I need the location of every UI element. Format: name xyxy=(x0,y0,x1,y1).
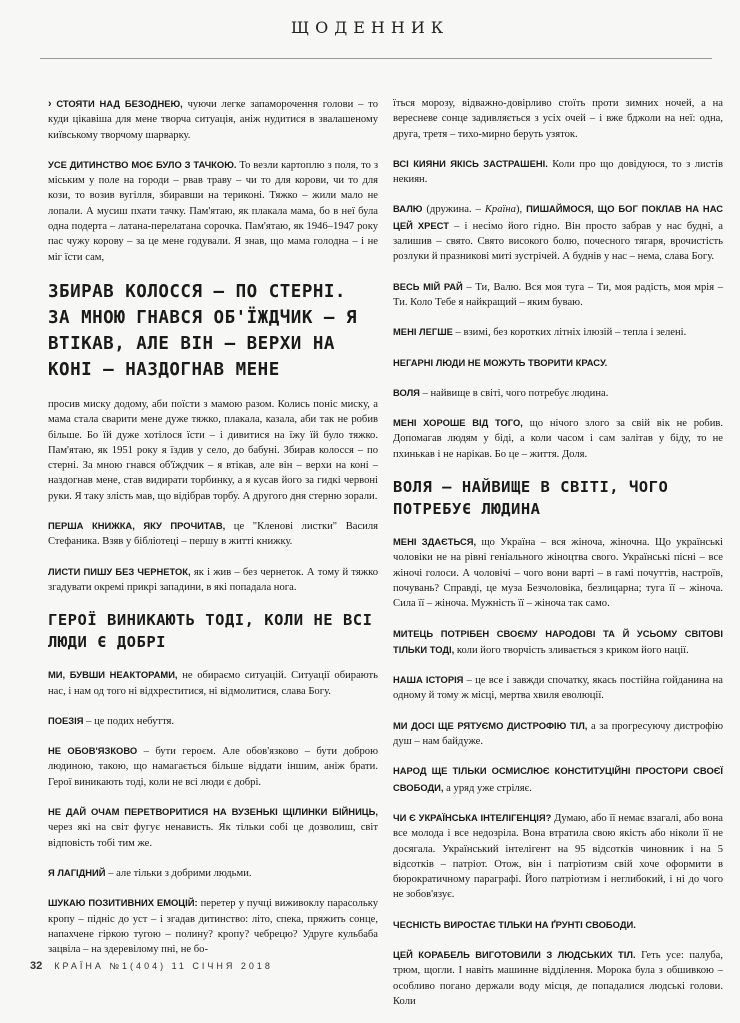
paragraph-text: що Україна – вся жіноча, жіночна. Що українські чоловіки не на рівні геніального жіноцтва свого. Українські пісні – все жіночі голоси. А чоловічі – чого вони варті – в гамі почуттів, настроїв, почувань? Справді, це муза Безчоловіка, безлицарна; туга її – жіноча. Сила її – жіноча. Мужність її – жіноча так само. xyxy=(393,537,723,610)
paragraph-text: як і жив – без чернеток. А тому й тяжко згадувати окремі прикрі западини, в які попадала нога. xyxy=(48,566,378,593)
paragraph-lead: ПОЕЗІЯ xyxy=(48,714,84,726)
pull-quote: ГЕРОЇ ВИНИКАЮТЬ ТОДІ, КОЛИ НЕ ВСІ ЛЮДИ Є ДОБРІ xyxy=(48,611,373,652)
pull-quote: ВОЛЯ – НАЙВИЩЕ В СВІТІ, ЧОГО ПОТРЕБУЄ ЛЮДИНА xyxy=(393,478,669,519)
paragraph xyxy=(393,810,723,903)
paragraph-text: а за прогресуючу дистрофію душ – нам байдуже. xyxy=(393,720,723,748)
paragraph-lead: НЕ ОБОВ'ЯЗКОВО xyxy=(48,745,138,757)
paragraph-text: їться морозу, відважно-довірливо стоїть проти зимних ночей, а на вересневе сонце задивляється з усіх очей – і вже бджоли на неї: одна, друга, третя – тихо-мирно беруть узяток. xyxy=(393,98,723,140)
paragraph-text: – це подих небуття. xyxy=(83,715,175,727)
paragraph xyxy=(393,718,723,750)
paragraph xyxy=(393,626,723,659)
paragraph-lead: ВОЛЯ xyxy=(393,386,420,398)
paragraph-text: це "Кленові листки" Василя Стефаника. Взяв у бібліотеці – першу в житті книжку. xyxy=(48,521,378,548)
page-footer xyxy=(30,960,273,972)
paragraph-lead: ЦЕЙ КОРАБЕЛЬ ВИГОТОВИЛИ З ЛЮДСЬКИХ ТІЛ. xyxy=(393,948,636,960)
paragraph xyxy=(393,201,723,264)
paragraph-lead: МИ ДОСІ ЩЕ РЯТУЄМО ДИСТРОФІЮ ТІЛ, xyxy=(393,719,588,731)
paragraph xyxy=(48,743,378,790)
paragraph xyxy=(393,763,723,796)
paragraph xyxy=(393,534,723,611)
left-column xyxy=(48,96,378,971)
header-divider xyxy=(40,58,712,59)
paragraph xyxy=(393,385,723,401)
paragraph xyxy=(48,96,378,143)
paragraph xyxy=(393,672,723,704)
paragraph-text: – Ти, Валю. Вся моя туга – Ти, моя радість, моя мрія – Ти. Коло Тебе я найкращий – яким буваю. xyxy=(393,281,723,308)
paragraph xyxy=(393,156,723,188)
paragraph xyxy=(393,947,723,1009)
paragraph-text: – взимі, без коротких літніх ілюзій – тепла і зелені. xyxy=(452,327,687,339)
paragraph-lead: МИ, БУВШИ НЕАКТОРАМИ, xyxy=(48,669,178,681)
paragraph-lead: СТОЯТИ НАД БЕЗОДНЕЮ, xyxy=(56,98,183,109)
paragraph-lead: ЛИСТИ ПИШУ БЕЗ ЧЕРНЕТОК, xyxy=(48,565,191,577)
paragraph-lead: НАРОД ЩЕ ТІЛЬКИ ОСМИСЛЮЄ КОНСТИТУЦІЙНІ ПРОСТОРИ СВОЄЇ СВОБОДИ, xyxy=(393,765,723,793)
paragraph-lead: МИТЕЦЬ ПОТРІБЕН СВОЄМУ НАРОДОВІ ТА Й УСЬОМУ СВІТОВІ ТІЛЬКИ ТОДІ, xyxy=(393,627,723,655)
page-number: 32 xyxy=(30,960,43,972)
paragraph-text: – бути героєм. Але обов'язково – бути доброю людиною, такою, що намагається більше віддати іншим, аніж брати. Герої виникають тоді, коли не всі люди є добрі. xyxy=(48,746,379,788)
paragraph-text: не обираємо ситуацій. Ситуації обирають нас, і нам од того ні відхреститися, ні відмолитися, слава Богу. xyxy=(48,670,379,697)
paragraph-lead: ВЕСЬ МІЙ РАЙ xyxy=(393,280,463,292)
magazine-name: Країна xyxy=(484,204,516,216)
paragraph xyxy=(48,713,378,729)
chevron-right-icon: › xyxy=(48,98,52,110)
paragraph-lead: ВАЛЮ xyxy=(393,203,423,215)
paragraph xyxy=(393,96,723,142)
paragraph-text: що нічого злого за свій вік не робив. Допомагав людям у біді, а коли часом і сам залітав у біду, то не пхинькав і не нарікав. Бо це – життя. Доля. xyxy=(393,418,724,460)
paragraph xyxy=(393,324,723,340)
paragraph xyxy=(48,667,378,699)
paragraph-text: просив миску додому, аби поїсти з мамою разом. Колись поніс миску, а мама стала сварити мене дуже тяжко, плакала, казала, аби так не робив більше. Бо їй дуже хотілося їсти – і дивитися на їжу їй було тяжко. Пам'ятаю, як 1951 року я їздив у село, до бабуні. Збирав колосся – по стерні. За мною гнався об'їждчик – я втікав, але він – верхи на коні – наздогнав мене, став видирати торбинку, а я кусав його за гидкі червоні руки. Я таку злість мав, що відібрав торбу. А другого дня стерню зорали. xyxy=(48,398,378,502)
paragraph-text: То везли картоплю з поля, то з міським у поле на городи – рвав траву – чи то для корови, чи то для кози, то возив вугілля, збиравши на териконі. Тяжко – жили мало не лопали. А мусиш пхати тачку. Пам'ятаю, як плакала мама, бо в неї була одна подерта – латана-перелатана сорочка. Пам'ятаю, як 1946–1947 року пас чужу корову – за це мене годували. Я знав, що мама голодна – і не міг їсти сам, xyxy=(48,159,379,263)
paragraph-lead: ШУКАЮ ПОЗИТИВНИХ ЕМОЦІЙ: xyxy=(48,897,198,909)
paragraph-lead: ЧИ Є УКРАЇНСЬКА ІНТЕЛІГЕНЦІЯ? xyxy=(393,811,552,823)
paragraph-text: – але тільки з добрими людьми. xyxy=(105,867,252,879)
paragraph-lead: ПЕРША КНИЖКА, ЯКУ ПРОЧИТАВ, xyxy=(48,520,226,532)
issue-info: КРАЇНА №1(404) 11 СІЧНЯ 2018 xyxy=(54,961,273,971)
paragraph-lead: ЧЕСНІСТЬ ВИРОСТАЄ ТІЛЬКИ НА ҐРУНТІ СВОБОДИ. xyxy=(393,918,636,930)
paragraph-lead: НАША ІСТОРІЯ xyxy=(393,674,464,686)
paragraph xyxy=(48,865,378,881)
paragraph xyxy=(48,564,378,596)
paragraph-text: – і несімо його гідно. Він просто забрав у нас будні, а залишив – свято. Свято високого болю, почесного тягаря, врочистість розлуки й празникові миті зустрічей. А буднів у нас – нема, слава Богу. xyxy=(393,220,723,263)
paragraph xyxy=(48,895,378,957)
paragraph-text: через які на світ фугує ненависть. Як тільки собі це дозволиш, світ відповість тобі тим же. xyxy=(48,822,378,849)
paragraph-text: перетер у пучці виживоклу парасольку кропу – підніс до уст – і згадав дитинство: літо, спека, пряжить сонце, напахчене гіркою тугою – полину? кропу? чебрецю? Удруге кульбаба зацвіла – на здеревілому пні, не бо- xyxy=(48,898,378,956)
paragraph xyxy=(393,415,723,462)
section-title: ЩОДЕННИК xyxy=(290,18,450,37)
paragraph-lead: ВСІ КИЯНИ ЯКІСЬ ЗАСТРАШЕНІ. xyxy=(393,157,548,169)
paragraph xyxy=(393,917,723,933)
paragraph xyxy=(393,355,723,371)
right-column xyxy=(393,96,723,1023)
paragraph-text: – найвище в світі, чого потребує людина. xyxy=(419,387,609,399)
paragraph xyxy=(48,518,378,550)
paragraph-lead: НЕ ДАЙ ОЧАМ ПЕРЕТВОРИТИСЯ НА ВУЗЕНЬКІ ЩІЛИНКИ БІЙНИЦЬ, xyxy=(48,806,378,818)
paragraph-lead: Я ЛАГІДНИЙ xyxy=(48,866,106,878)
paragraph-lead: НЕГАРНІ ЛЮДИ НЕ МОЖУТЬ ТВОРИТИ КРАСУ. xyxy=(393,356,608,368)
paragraph-text: Коли про що довідуюся, то з листів некиян. xyxy=(393,158,723,186)
paragraph-text: а уряд уже стріляє. xyxy=(443,782,532,794)
paragraph-text: (дружина. – xyxy=(422,204,485,216)
paragraph-text: ), xyxy=(515,204,527,216)
paragraph xyxy=(48,397,378,504)
paragraph-lead: МЕНІ ЗДАЄТЬСЯ, xyxy=(393,536,477,548)
paragraph-lead: МЕНІ ХОРОШЕ ВІД ТОГО, xyxy=(393,417,523,429)
paragraph-text: чуючи легке запаморочення голови – то куди цікавіша для мене творча ситуація, аніж нудитися в звалашеному київському творчому шарварку. xyxy=(48,99,378,141)
paragraph xyxy=(393,279,723,311)
paragraph-lead: МЕНІ ЛЕГШЕ xyxy=(393,326,453,338)
pull-quote: ЗБИРАВ КОЛОССЯ – ПО СТЕРНІ. ЗА МНОЮ ГНАВСЯ ОБ'ЇЖДЧИК – Я ВТІКАВ, АЛЕ ВІН – ВЕРХИ НА КОНІ – НАЗДОГНАВ МЕНЕ xyxy=(48,281,358,380)
paragraph-text: Геть усе: палуба, трюм, щогли. І навіть машинне відділення. Морока була з обшивкою – особливо погано держали воду місця, де попадалися людські голови. Коли xyxy=(393,949,723,1007)
paragraph-text: Думаю, або її немає взагалі, або вона все молода і все недозріла. Вона втратила свою якість або ніколи її не досягала. Український інтелігент на 95 відсотків чиновник і на 5 відсотків – патріот. Отож, він і патріотизм свій хоче оформити в бюрократичному параграфі. Його патріотизм і неглибокий, і ні до чого не зобов'язує. xyxy=(393,812,723,901)
paragraph xyxy=(48,157,378,265)
paragraph-text: – це все і завжди спочатку, якась постійна гойданина на одному й тому ж місці, мертва хвиля еволюції. xyxy=(393,675,723,702)
paragraph xyxy=(48,804,378,851)
paragraph-lead: ПИШАЙМОСЯ, ЩО БОГ ПОКЛАВ НА НАС ЦЕЙ ХРЕСТ xyxy=(393,203,724,231)
paragraph-lead: УСЕ ДИТИНСТВО МОЄ БУЛО З ТАЧКОЮ. xyxy=(48,158,237,170)
paragraph-text: коли його творчість зливається з криком його нації. xyxy=(454,644,689,656)
